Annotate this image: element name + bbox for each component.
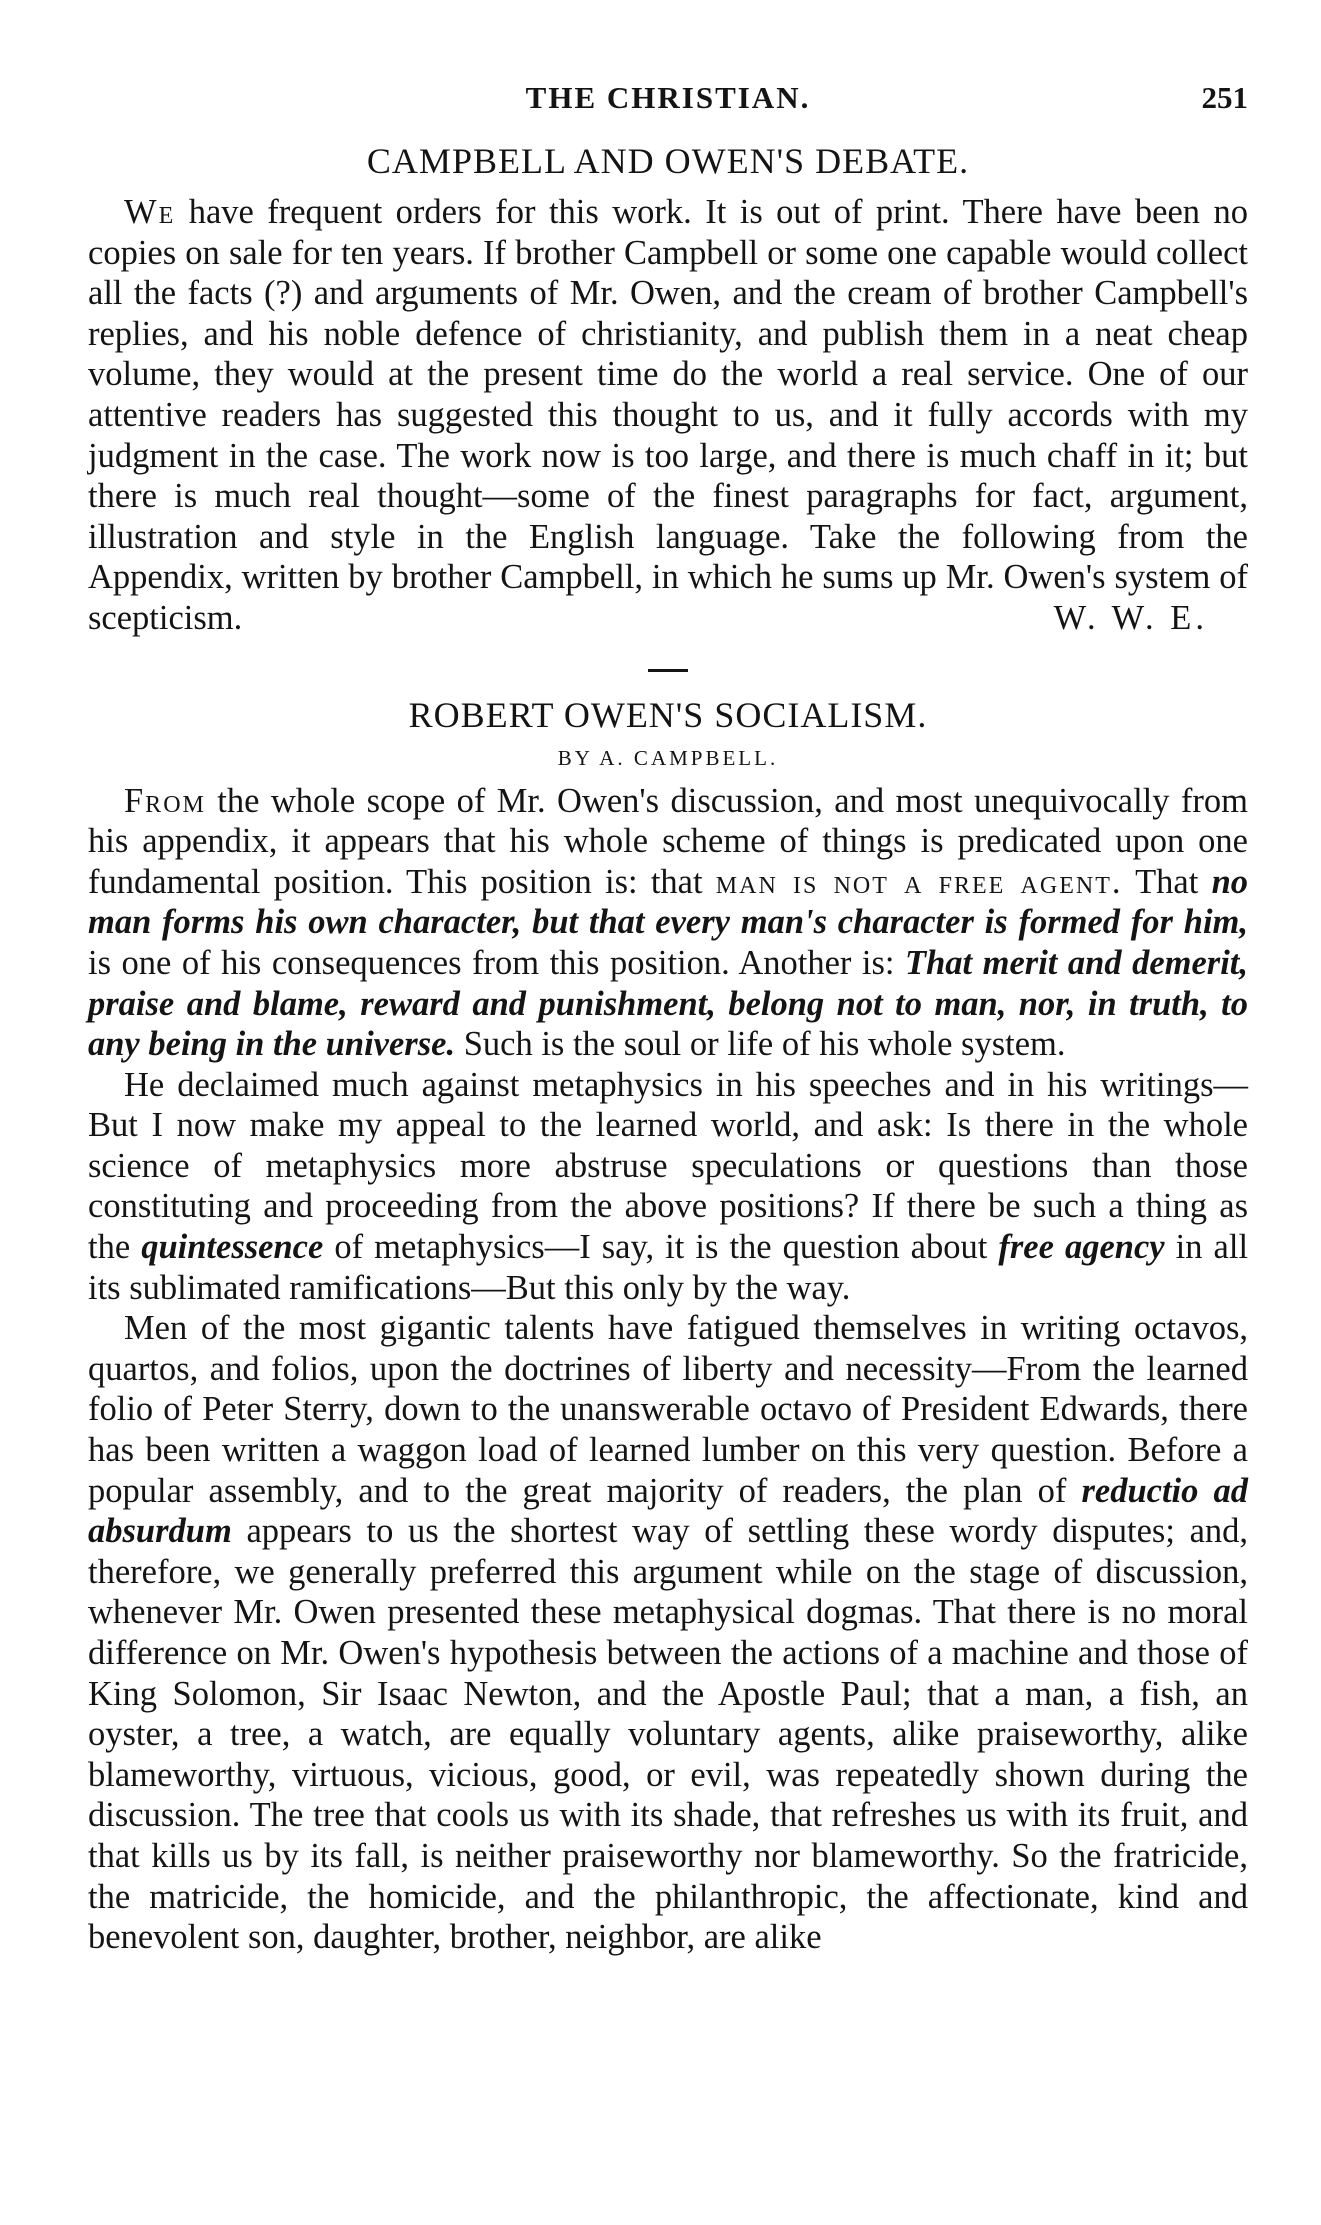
paragraph-text: Men of the most gigantic talents have fatigued themselves in writing octavos, quartos, and folios, upon the doctrines of liberty and necessity—From the learned folio of Peter Sterry, down to the unanswerable octavo of President Edwards, there has been written a waggon load of learned lumber on this very question. Before a popular assembly, and to the great majority of readers, the plan of <box>88 1309 1248 1510</box>
article-campbell-owen-debate <box>88 140 1248 639</box>
small-caps-text: man is not a free agent. <box>715 862 1123 901</box>
article-body-paragraph <box>88 1065 1248 1309</box>
page-number: 251 <box>1201 80 1248 115</box>
byline: BY A. CAMPBELL. <box>557 745 779 770</box>
paragraph-text: in all its sublimated ramifications—But this only by the way. <box>88 1228 1249 1307</box>
running-head <box>88 80 1248 132</box>
paragraph-text: He declaimed much against metaphysics in his speeches and in his writings—But I now make my appeal to the learned world, and ask: Is there in the whole science of metaphysics more abstruse speculations or questions than those constituting and proceeding from the above positions? If there be such a thing as the <box>88 1065 1248 1267</box>
article-heading: ROBERT OWEN'S SOCIALISM. <box>408 694 928 735</box>
page <box>88 80 1248 1958</box>
paragraph-text: is one of his consequences from this position. Another is: <box>88 943 895 982</box>
article-heading: CAMPBELL AND OWEN'S DEBATE. <box>366 141 970 181</box>
article-body-paragraph <box>88 192 1248 639</box>
italic-text: That merit and demerit, praise and blame, reward and punishment, belong not to man, nor, in truth, to any being in the universe. <box>88 943 1249 1064</box>
running-head-title: THE CHRISTIAN. <box>525 80 811 115</box>
article-owen-socialism <box>88 694 1248 1958</box>
paragraph-text: Such is the soul or life of his whole system. <box>463 1025 1066 1064</box>
italic-text: quintessence <box>141 1228 324 1267</box>
paragraph-text: of metaphysics—I say, it is the question about <box>334 1228 988 1267</box>
italic-text: no man forms his own character, but that every man's character is formed for him, <box>88 862 1248 942</box>
paragraph-text: the whole scope of Mr. Owen's discussion, and most unequivocally from his appendix, it appears that his whole scheme of things is predicated upon one fundamental position. This position is: that <box>88 781 1248 901</box>
author-initials: W. W. E. <box>1053 598 1208 637</box>
paragraph-text: That <box>1135 862 1199 901</box>
italic-text: reductio ad absurdum <box>88 1471 1248 1551</box>
italic-text: free agency <box>998 1228 1165 1267</box>
lead-word: From <box>124 781 206 820</box>
article-body-paragraph <box>88 1308 1248 1958</box>
lead-word: We <box>124 193 176 231</box>
section-divider <box>648 669 688 672</box>
paragraph-text: appears to us the shortest way of settling these wordy disputes; and, therefore, we generally preferred this argument while on the stage of discussion, whenever Mr. Owen presented these metaphysical dogmas. That there is no moral difference on Mr. Owen's hypothesis between the actions of a machine and those of King Solomon, Sir Isaac Newton, and the Apostle Paul; that a man, a fish, an oyster, a tree, a watch, are equally voluntary agents, alike praiseworthy, alike blameworthy, virtuous, vicious, good, or evil, was repeatedly shown during the discussion. The tree that cools us with its shade, that refreshes us with its fruit, and that kills us by its fall, is neither praiseworthy nor blameworthy. So the fratricide, the matricide, the homicide, and the philanthropic, the affectionate, kind and benevolent son, daughter, brother, neighbor, are alike <box>88 1512 1249 1957</box>
paragraph-text: have frequent orders for this work. It is out of print. There have been no copies on sale for ten years. If brother Campbell or some one capable would collect all the facts (?) and arguments of Mr. Owen, and the cream of brother Campbell's replies, and his noble defence of christianity, and publish them in a neat cheap volume, they would at the present time do the world a real service. One of our attentive readers has suggested this thought to us, and it fully accords with my judgment in the case. The work now is too large, and there is much chaff in it; but there is much real thought—some of the finest paragraphs for fact, argument, illustration and style in the English language. Take the following from the Appendix, written by brother Campbell, in which he sums up Mr. Owen's system of scepticism. <box>88 193 1248 637</box>
article-body-paragraph <box>88 781 1248 1065</box>
